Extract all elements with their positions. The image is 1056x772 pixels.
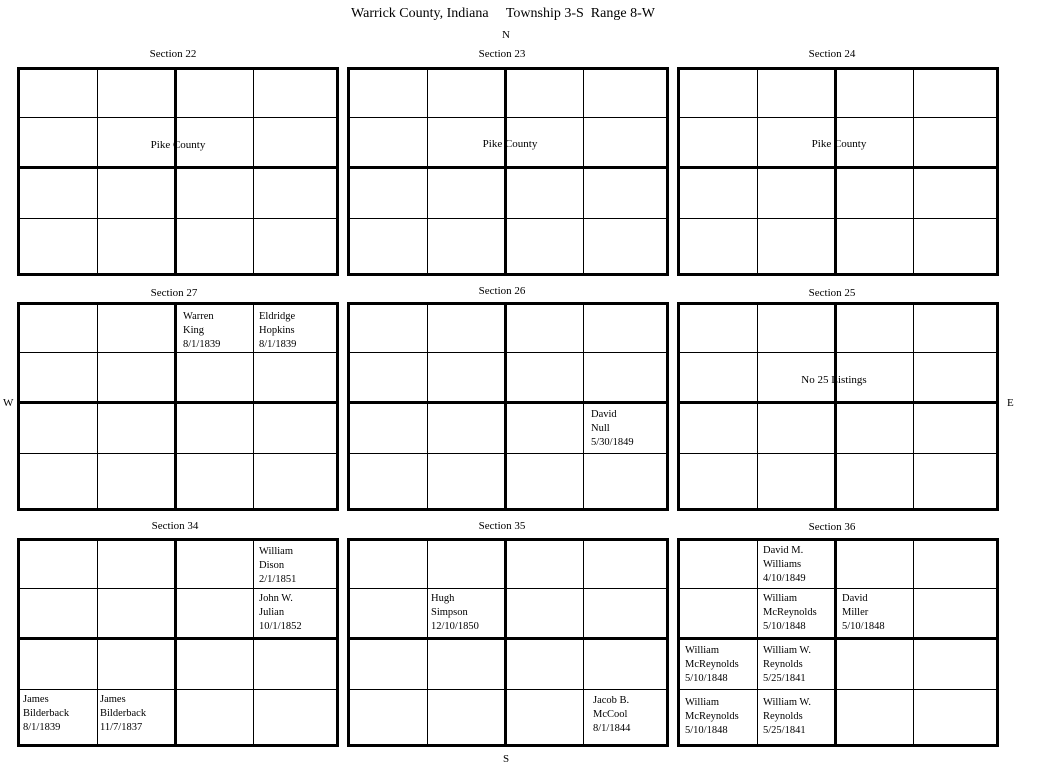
land-entry: David M. Williams 4/10/1849: [763, 545, 806, 584]
quarter-line: [350, 117, 666, 118]
section-label: Section 25: [808, 287, 856, 299]
quarter-line: [913, 70, 914, 273]
section-label: Section 27: [150, 287, 198, 299]
quarter-line: [20, 117, 336, 118]
half-line: [834, 70, 837, 273]
section-box: [17, 538, 339, 747]
quarter-line: [350, 218, 666, 219]
land-entry: James Bilderback 11/7/1837: [100, 694, 147, 733]
half-line: [834, 541, 837, 744]
quarter-line: [20, 218, 336, 219]
land-entry: Warren King 8/1/1839: [183, 311, 221, 350]
land-entry: James Bilderback 8/1/1839: [23, 694, 70, 733]
quarter-line: [680, 352, 996, 353]
quarter-line: [757, 305, 758, 508]
section-label: Section 22: [149, 48, 197, 60]
half-line: [350, 401, 666, 404]
section-note: Pike County: [482, 138, 538, 150]
half-line: [20, 401, 336, 404]
half-line: [174, 305, 177, 508]
section-box: [17, 302, 339, 511]
half-line: [20, 166, 336, 169]
land-entry: David Miller 5/10/1848: [842, 593, 885, 632]
section-box: [677, 67, 999, 276]
land-entry: William McReynolds 5/10/1848: [685, 645, 739, 684]
quarter-line: [253, 70, 254, 273]
quarter-line: [350, 689, 666, 690]
quarter-line: [680, 588, 996, 589]
map-title: Warrick County, Indiana Township 3-S Range 8-W: [351, 6, 655, 21]
land-entry: William W. Reynolds 5/25/1841: [763, 697, 811, 736]
quarter-line: [680, 218, 996, 219]
quarter-line: [583, 70, 584, 273]
land-entry: William Dison 2/1/1851: [259, 546, 297, 585]
half-line: [680, 166, 996, 169]
land-entry: Jacob B. McCool 8/1/1844: [593, 695, 631, 734]
quarter-line: [680, 689, 996, 690]
land-entry: William W. Reynolds 5/25/1841: [763, 645, 811, 684]
section-label: Section 26: [478, 285, 526, 297]
land-entry: David Null 5/30/1849: [591, 409, 634, 448]
half-line: [504, 70, 507, 273]
quarter-line: [350, 352, 666, 353]
section-box: [347, 67, 669, 276]
section-box: [677, 302, 999, 511]
quarter-line: [583, 541, 584, 744]
quarter-line: [757, 541, 758, 744]
half-line: [680, 637, 996, 640]
section-box: [17, 67, 339, 276]
half-line: [350, 166, 666, 169]
quarter-line: [913, 305, 914, 508]
section-box: [677, 538, 999, 747]
compass-west: W: [3, 397, 14, 409]
section-note: Pike County: [811, 138, 867, 150]
section-label: Section 34: [151, 520, 199, 532]
half-line: [350, 637, 666, 640]
half-line: [504, 541, 507, 744]
section-label: Section 36: [808, 521, 856, 533]
compass-south: S: [503, 753, 510, 765]
quarter-line: [680, 453, 996, 454]
half-line: [20, 637, 336, 640]
quarter-line: [97, 70, 98, 273]
section-label: Section 23: [478, 48, 526, 60]
quarter-line: [350, 588, 666, 589]
quarter-line: [427, 305, 428, 508]
section-note: Pike County: [150, 139, 206, 151]
quarter-line: [427, 70, 428, 273]
half-line: [174, 541, 177, 744]
compass-north: N: [502, 29, 510, 41]
quarter-line: [680, 117, 996, 118]
quarter-line: [20, 689, 336, 690]
quarter-line: [350, 453, 666, 454]
half-line: [680, 401, 996, 404]
section-box: [347, 302, 669, 511]
half-line: [504, 305, 507, 508]
land-entry: Hugh Simpson 12/10/1850: [431, 593, 479, 632]
section-note: No 25 Listings: [801, 374, 867, 386]
section-label: Section 24: [808, 48, 856, 60]
quarter-line: [20, 352, 336, 353]
land-entry: William McReynolds 5/10/1848: [763, 593, 817, 632]
compass-east: E: [1007, 397, 1014, 409]
quarter-line: [97, 305, 98, 508]
quarter-line: [913, 541, 914, 744]
quarter-line: [253, 305, 254, 508]
land-entry: John W. Julian 10/1/1852: [259, 593, 302, 632]
half-line: [174, 70, 177, 273]
quarter-line: [20, 453, 336, 454]
quarter-line: [20, 588, 336, 589]
quarter-line: [97, 541, 98, 744]
quarter-line: [757, 70, 758, 273]
section-label: Section 35: [478, 520, 526, 532]
land-entry: Eldridge Hopkins 8/1/1839: [259, 311, 297, 350]
quarter-line: [427, 541, 428, 744]
quarter-line: [253, 541, 254, 744]
quarter-line: [583, 305, 584, 508]
land-entry: William McReynolds 5/10/1848: [685, 697, 739, 736]
section-box: [347, 538, 669, 747]
half-line: [834, 305, 837, 508]
